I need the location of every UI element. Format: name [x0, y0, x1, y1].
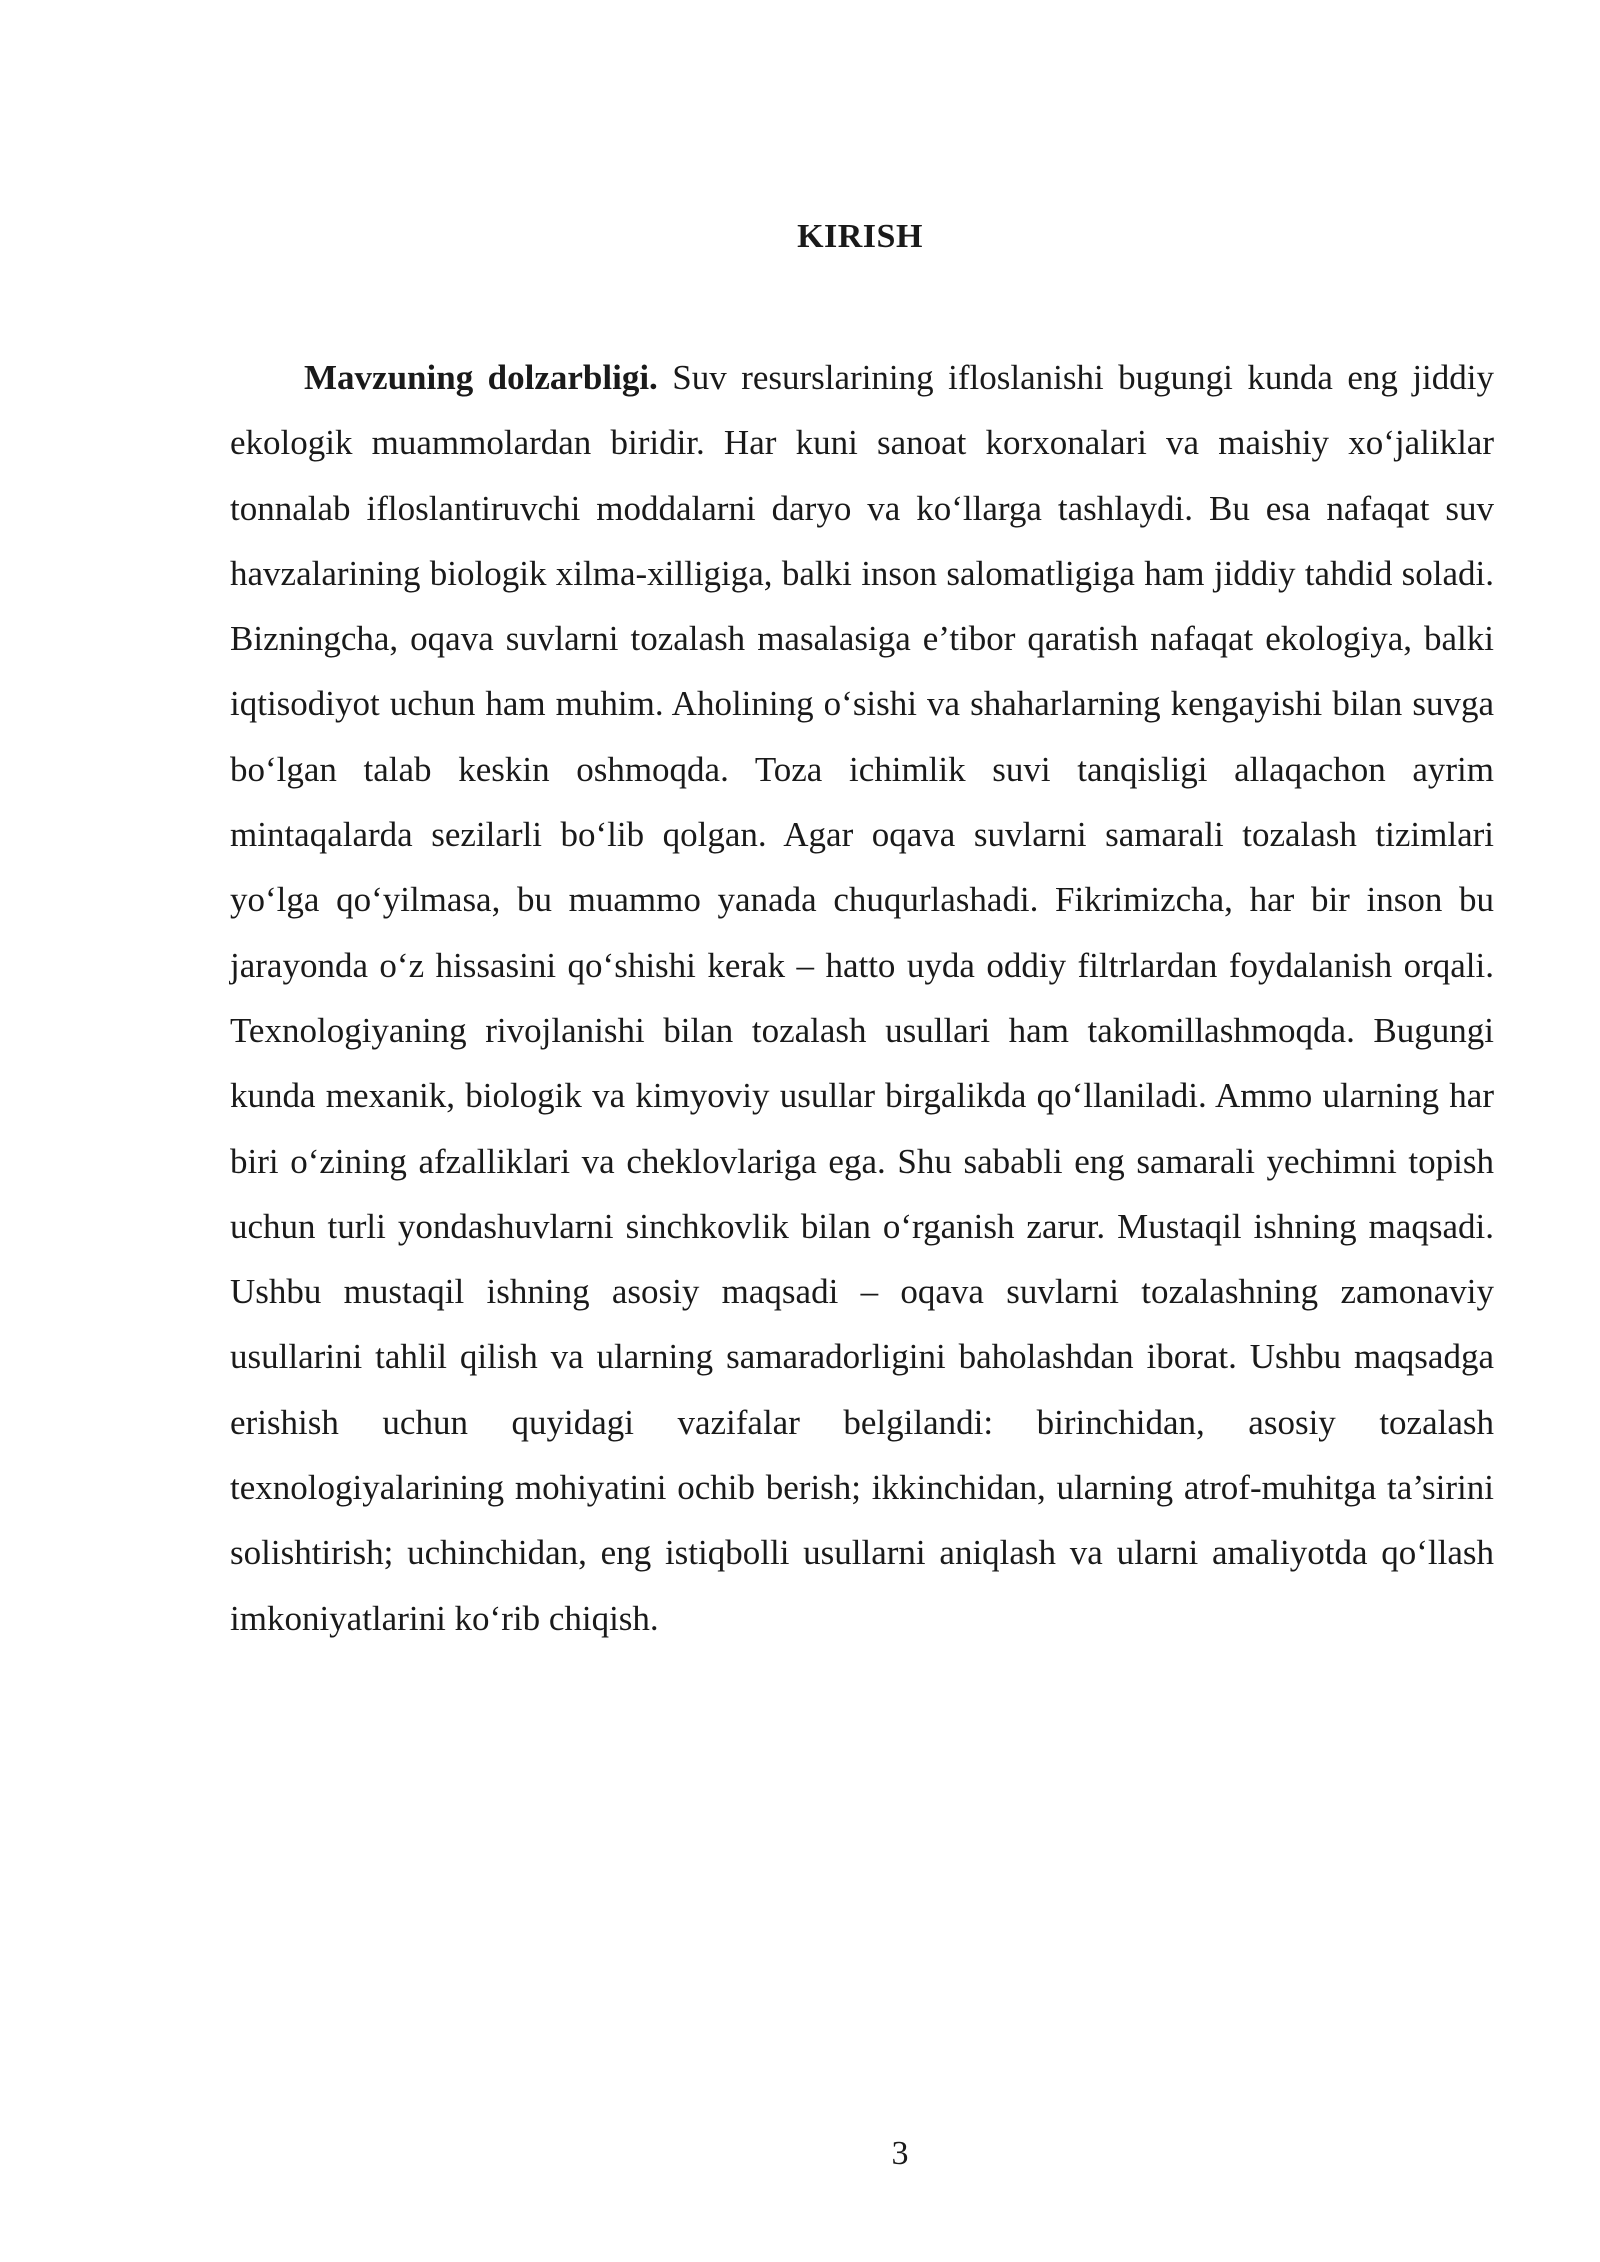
paragraph-lead: Mavzuning dolzarbligi.	[304, 358, 658, 397]
section-heading: KIRISH	[797, 218, 923, 255]
paragraph-text: Suv resurslarining ifloslanishi bugungi kunda eng jiddiy ekologik muammolardan biridir. Har kuni sanoat korxonalari va maishiy xo‘jaliklar tonnalab ifloslantiruvchi moddalarni daryo va ko‘llarga tashlaydi. Bu esa nafaqat suv havzalarining biologik xilma-xilligiga, balki inson salomatligiga ham jiddiy tahdid soladi. Bizningcha, oqava suvlarni tozalash masalasiga e’tibor qaratish nafaqat ekologiya, balki iqtisodiyot uchun ham muhim. Aholining o‘sishi va shaharlarning kengayishi bilan suvga bo‘lgan talab keskin oshmoqda. Toza ichimlik suvi tanqisligi allaqachon ayrim mintaqalarda sezilarli bo‘lib qolgan. Agar oqava suvlarni samarali tozalash tizimlari yo‘lga qo‘yilmasa, bu muammo yanada chuqurlashadi. Fikrimizcha, har bir inson bu jarayonda o‘z hissasini qo‘shishi kerak – hatto uyda oddiy filtrlardan foydalanish orqali. Texnologiyaning rivojlanishi bilan tozalash usullari ham takomillashmoqda. Bugungi kunda mexanik, biologik va kimyoviy usullar birgalikda qo‘llaniladi. Ammo ularning har biri o‘zining afzalliklari va cheklovlariga ega. Shu sababli eng samarali yechimni topish uchun turli yondashuvlarni sinchkovlik bilan o‘rganish zarur. Mustaqil ishning maqsadi. Ushbu mustaqil ishning asosiy maqsadi – oqava suvlarni tozalashning zamonaviy usullarini tahlil qilish va ularning samaradorligini baholashdan iborat. Ushbu maqsadga erishish uchun quyidagi vazifalar belgilandi: birinchidan, asosiy tozalash texnologiyalarining mohiyatini ochib berish; ikkinchidan, ularning atrof-muhitga ta’sirini solishtirish; uchinchidan, eng istiqbolli usullarni aniqlash va ularni amaliyotda qo‘llash imkoniyatlarini ko‘rib chiqish.	[230, 358, 1494, 1638]
body-paragraph	[230, 345, 1494, 1651]
page-number: 3	[891, 2135, 909, 2172]
